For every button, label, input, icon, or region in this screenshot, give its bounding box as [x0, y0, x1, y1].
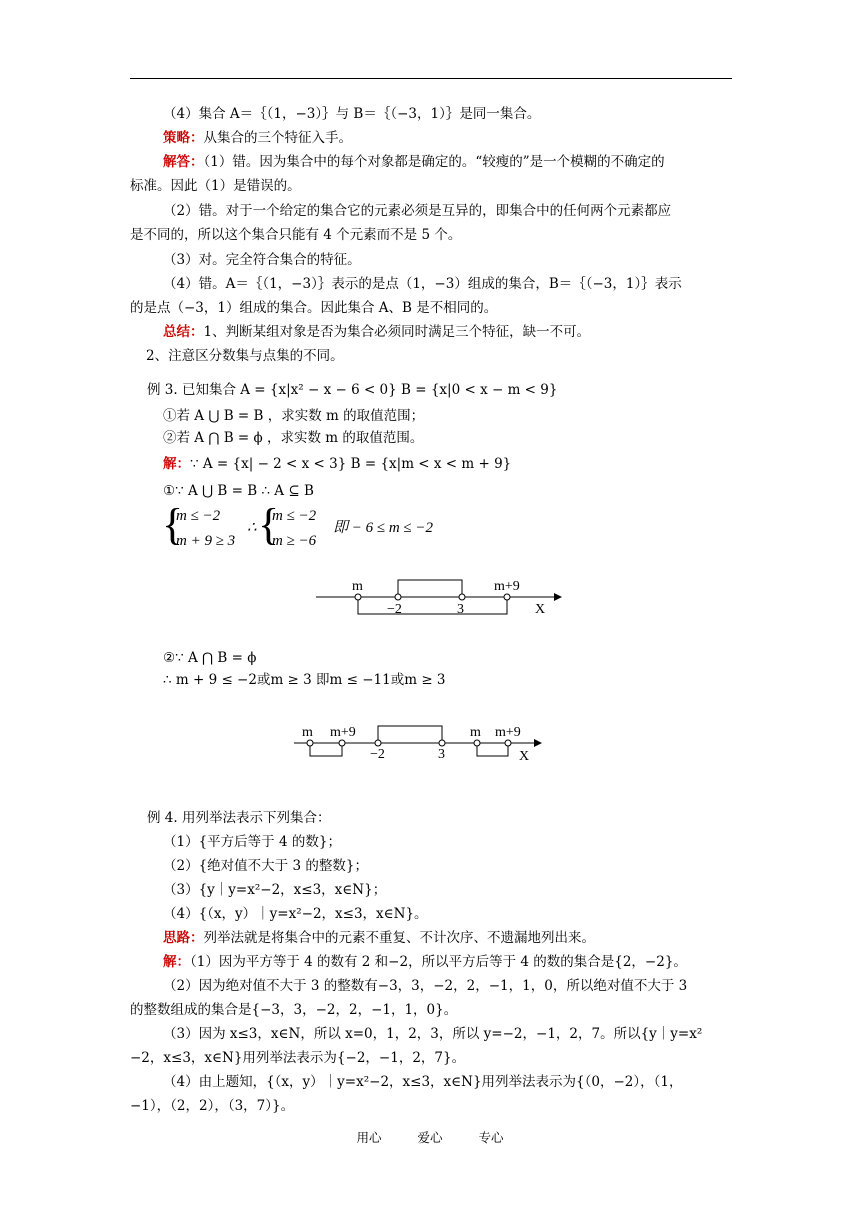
- footer-text-1: 用心: [356, 1130, 382, 1145]
- example3-title: 例 3. 已知集合 A = {x|x² − x − 6 < 0} B = {x|0 < x − m < 9}: [147, 382, 558, 398]
- system-brace-2: {: [258, 500, 280, 549]
- answer-4-cont: 的是点（−3，1）组成的集合。因此集合 A、B 是不相同的。: [130, 300, 498, 316]
- example4-solution-1: [163, 952, 765, 972]
- answer-label: 解答：: [163, 154, 204, 170]
- example4-idea: [163, 928, 765, 948]
- point-m9-right: [505, 740, 511, 746]
- answer-2: （2）错。对于一个给定的集合它的元素必须是互异的，即集合中的任何两个元素都应: [163, 203, 672, 219]
- example4-item-4: （4）{（x，y）｜y=x²−2，x≤3，x∈N}。: [163, 906, 428, 922]
- answer-1-cont: 标准。因此（1）是错误的。: [130, 178, 301, 194]
- strategy-text: 从集合的三个特征入手。: [203, 130, 352, 146]
- example3-solution: [163, 454, 765, 474]
- solution-1-text: （1）因为平方等于 4 的数有 2 和−2，所以平方后等于 4 的数的集合是{2，−2}。: [190, 954, 687, 970]
- example4-solution-4: （4）由上题知，{（x，y）｜y=x²−2，x≤3，x∈N}用列举法表示为{（0，−2），（1，: [163, 1074, 683, 1090]
- interval-a-bracket: [398, 580, 462, 597]
- number-line-1: [300, 570, 570, 620]
- solution-text: ∵ A = {x| − 2 < x < 3} B = {x|m < x < m + 9}: [190, 456, 512, 472]
- result-1: 即 − 6 ≤ m ≤ −2: [333, 520, 434, 536]
- therefore-symbol: ∴: [247, 520, 257, 536]
- example4-item-1: （1）{平方后等于 4 的数}；: [163, 834, 341, 850]
- system-brace-1: {: [162, 500, 184, 549]
- system-1-bottom: m + 9 ≥ 3: [176, 533, 236, 549]
- idea-label: 思路：: [163, 930, 204, 946]
- right-interval-bracket: [477, 743, 508, 756]
- answer-2-cont: 是不同的，所以这个集合只能有 4 个元素而不是 5 个。: [130, 227, 462, 243]
- axis-arrow: [534, 739, 542, 747]
- footer-text-2: 爱心: [417, 1130, 443, 1145]
- point-3: [459, 594, 465, 600]
- example3-question-1: ①若 A ⋃ B = B ，求实数 m 的取值范围；: [163, 408, 425, 424]
- summary-text-2: 2、注意区分数集与点集的不同。: [146, 348, 344, 364]
- number-line-2: [290, 718, 560, 768]
- example4-solution-4-cont: −1），（2，2），（3，7）}。: [130, 1098, 295, 1114]
- system-2-top: m ≤ −2: [272, 508, 317, 524]
- label-x: X: [535, 602, 546, 617]
- answer-3: （3）对。完全符合集合的特征。: [163, 252, 361, 268]
- point-3: [439, 740, 445, 746]
- label-m: m: [352, 579, 363, 594]
- label-m9-left: m+9: [330, 725, 356, 740]
- solution-label: 解：: [163, 954, 190, 970]
- point-m: [355, 594, 361, 600]
- example4-solution-3: （3）因为 x≤3，x∈N，所以 x=0，1，2，3，所以 y=−2，−1，2，7。所以{y｜y=x²: [163, 1026, 703, 1042]
- interval-a-bracket: [378, 726, 442, 743]
- point-m-left: [307, 740, 313, 746]
- answer-line-1: [130, 152, 765, 172]
- label-neg2: −2: [370, 747, 385, 762]
- left-interval-bracket: [310, 743, 342, 756]
- interval-b-bracket: [358, 597, 507, 614]
- answer-1-text: （1）错。因为集合中的每个对象都是确定的。“较瘦的”是一个模糊的不确定的: [203, 154, 665, 170]
- point-neg2: [395, 594, 401, 600]
- summary-text-1: 1、判断某组对象是否为集合必须同时满足三个特征，缺一不可。: [203, 324, 591, 340]
- point-m9-left: [339, 740, 345, 746]
- point-neg2: [375, 740, 381, 746]
- label-m-right: m: [470, 725, 481, 740]
- strategy-line: [130, 128, 765, 148]
- example3-step-1: ①∵ A ⋃ B = B ∴ A ⊆ B: [163, 483, 314, 499]
- result-2: ∴ m + 9 ≤ −2或m ≥ 3 即m ≤ −11或m ≥ 3: [163, 672, 446, 688]
- label-neg2: −2: [387, 602, 402, 617]
- strategy-label: 策略：: [163, 130, 204, 146]
- example3-question-2: ②若 A ⋂ B = ϕ ，求实数 m 的取值范围。: [163, 430, 424, 446]
- example3-step-2: ②∵ A ⋂ B = ϕ: [163, 650, 257, 666]
- system-2-bottom: m ≥ −6: [272, 533, 317, 549]
- axis-arrow: [554, 593, 562, 601]
- summary-line: [130, 322, 765, 342]
- footer-text-3: 专心: [478, 1130, 504, 1145]
- system-1-top: m ≤ −2: [176, 508, 221, 524]
- point-m9: [504, 594, 510, 600]
- example4-title: 例 4. 用列举法表示下列集合：: [147, 810, 331, 826]
- header-rule: [130, 78, 732, 79]
- idea-text: 列举法就是将集合中的元素不重复、不计次序、不遗漏地列出来。: [203, 930, 595, 946]
- page-footer: [0, 1128, 860, 1146]
- label-m9-right: m+9: [495, 725, 521, 740]
- label-3: 3: [438, 747, 445, 762]
- point-m-right: [474, 740, 480, 746]
- example4-solution-2-cont: 的整数组成的集合是{−3，3，−2，2，−1，1，0}。: [130, 1002, 458, 1018]
- label-x: X: [519, 749, 530, 764]
- example4-item-2: （2）{绝对值不大于 3 的整数}；: [163, 858, 368, 874]
- answer-4: （4）错。A＝｛（1，−3）｝表示的是点（1，−3）组成的集合，B＝｛（−3，1）｝表示: [163, 276, 682, 292]
- label-m9: m+9: [494, 579, 520, 594]
- summary-label: 总结：: [163, 324, 204, 340]
- label-3: 3: [457, 602, 464, 617]
- example4-solution-3-cont: −2，x≤3，x∈N}用列举法表示为{−2，−1，2，7}。: [130, 1050, 466, 1066]
- problem-item-4: （4）集合 A＝｛（1，−3）｝与 B＝｛（−3，1）｝是同一集合。: [163, 106, 541, 122]
- label-m-left: m: [302, 725, 313, 740]
- example4-solution-2: （2）因为绝对值不大于 3 的整数有−3，3，−2，2，−1，1，0，所以绝对值不大于 3: [163, 978, 688, 994]
- example4-item-3: （3）{y｜y=x²−2，x≤3，x∈N}；: [163, 882, 387, 898]
- solution-label: 解：: [163, 456, 190, 472]
